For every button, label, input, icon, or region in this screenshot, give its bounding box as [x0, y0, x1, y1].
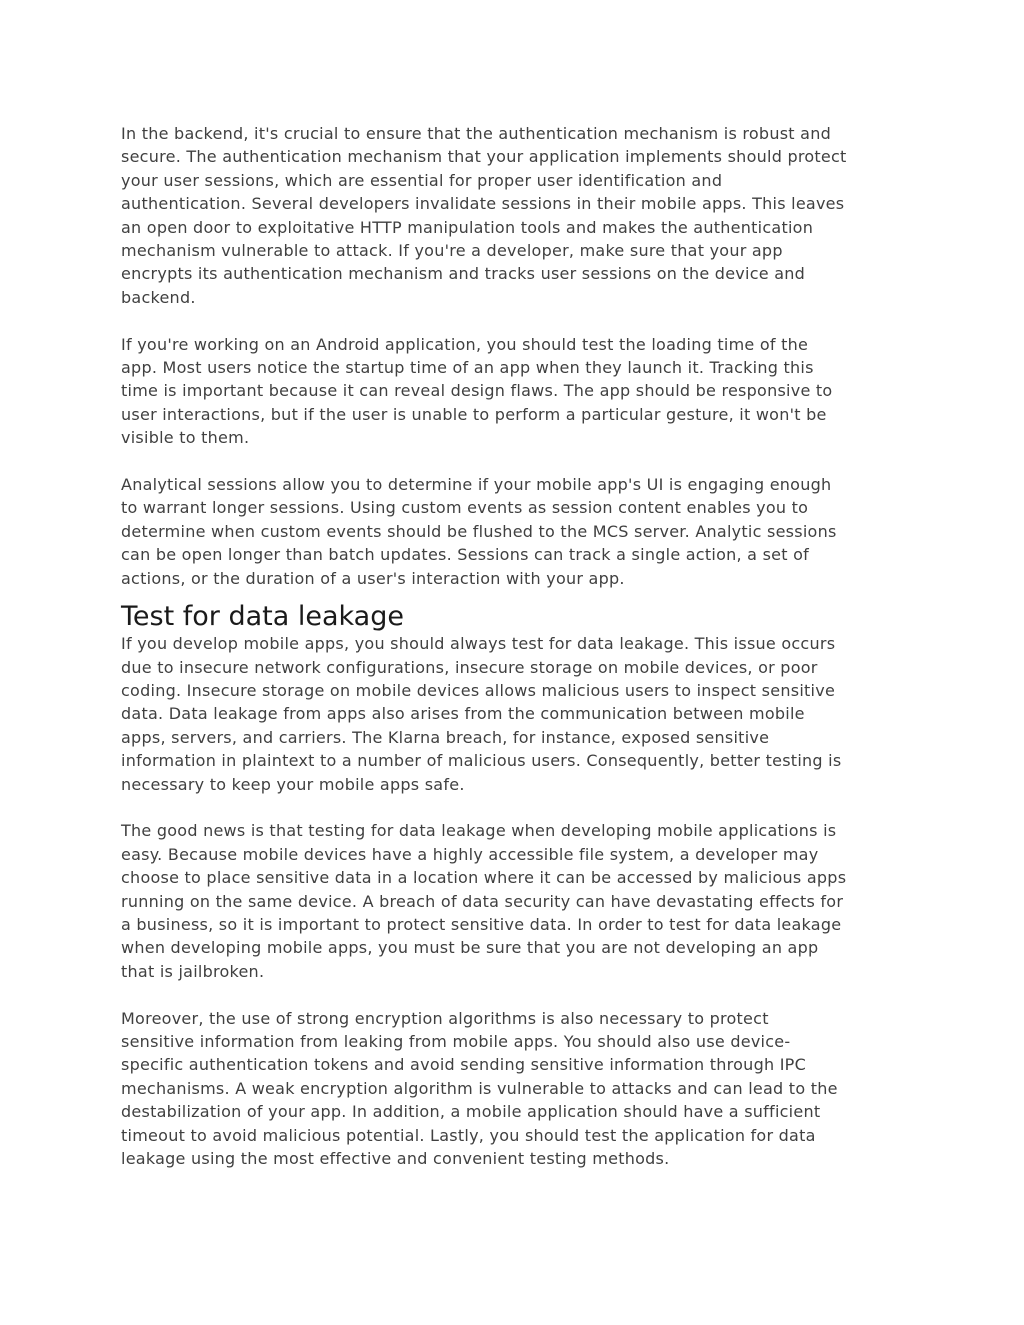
- paragraph-encryption: Moreover, the use of strong encryption algorithms is also necessary to protect sensitive information from leaking from mobile apps. You should also use device- specific authentication tokens and avoid sending sensitive information through IPC mechanisms. A weak encryption algorithm is vulnerable to attacks and can lead to the destabilization of your app. In addition, a mobile application should have a sufficient timeout to avoid malicious potential. Lastly, you should test the application for data leakage using the most effective and convenient testing methods.: [121, 1008, 838, 1168]
- document-body: [121, 122, 911, 1170]
- paragraph-gap: [121, 309, 911, 332]
- section-heading: Test for data leakage: [121, 601, 404, 633]
- paragraph-android-loading-time: If you're working on an Android application, you should test the loading time of the app. Most users notice the startup time of an app when they launch it. Tracking this time is important because it can reveal design flaws. The app should be responsive to user interactions, but if the user is unable to perform a particular gesture, it won't be visible to them.: [121, 334, 833, 448]
- paragraph-data-leakage-intro: If you develop mobile apps, you should always test for data leakage. This issue occurs due to insecure network configurations, insecure storage on mobile devices, or poor coding. Insecure storage on mobile devices allows malicious users to inspect sensitive data. Data leakage from apps also arises from the communication between mobile apps, servers, and carriers. The Klarna breach, for instance, exposed sensitive information in plaintext to a number of malicious users. Consequently, better testing is necessary to keep your mobile apps safe.: [121, 634, 842, 794]
- paragraph-backend-authentication: In the backend, it's crucial to ensure that the authentication mechanism is robust and secure. The authentication mechanism that your application implements should protect your user sessions, which are essential for proper user identification and authentication. Several developers invalidate sessions in their mobile apps. This leaves an open door to exploitative HTTP manipulation tools and makes the authentication mechanism vulnerable to attack. If you're a developer, make sure that your app encrypts its authentication mechanism and tracks user sessions on the device and backend.: [121, 124, 847, 307]
- paragraph-analytical-sessions: Analytical sessions allow you to determine if your mobile app's UI is engaging enough to warrant longer sessions. Using custom events as session content enables you to determine when custom events should be flushed to the MCS server. Analytic sessions can be open longer than batch updates. Sessions can track a single action, a set of actions, or the duration of a user's interaction with your app.: [121, 475, 837, 588]
- paragraph-gap: [121, 796, 911, 819]
- paragraph-data-leakage-testing: The good news is that testing for data leakage when developing mobile applications is easy. Because mobile devices have a highly accessible file system, a developer may choose to place sensitive data in a location where it can be accessed by malicious apps running on the same device. A breach of data security can have devastating effects for a business, so it is important to protect sensitive data. In order to test for data leakage when developing mobile apps, you must be sure that you are not developing an app that is jailbroken.: [121, 821, 847, 981]
- paragraph-gap: [121, 450, 911, 473]
- paragraph-gap: [121, 983, 911, 1006]
